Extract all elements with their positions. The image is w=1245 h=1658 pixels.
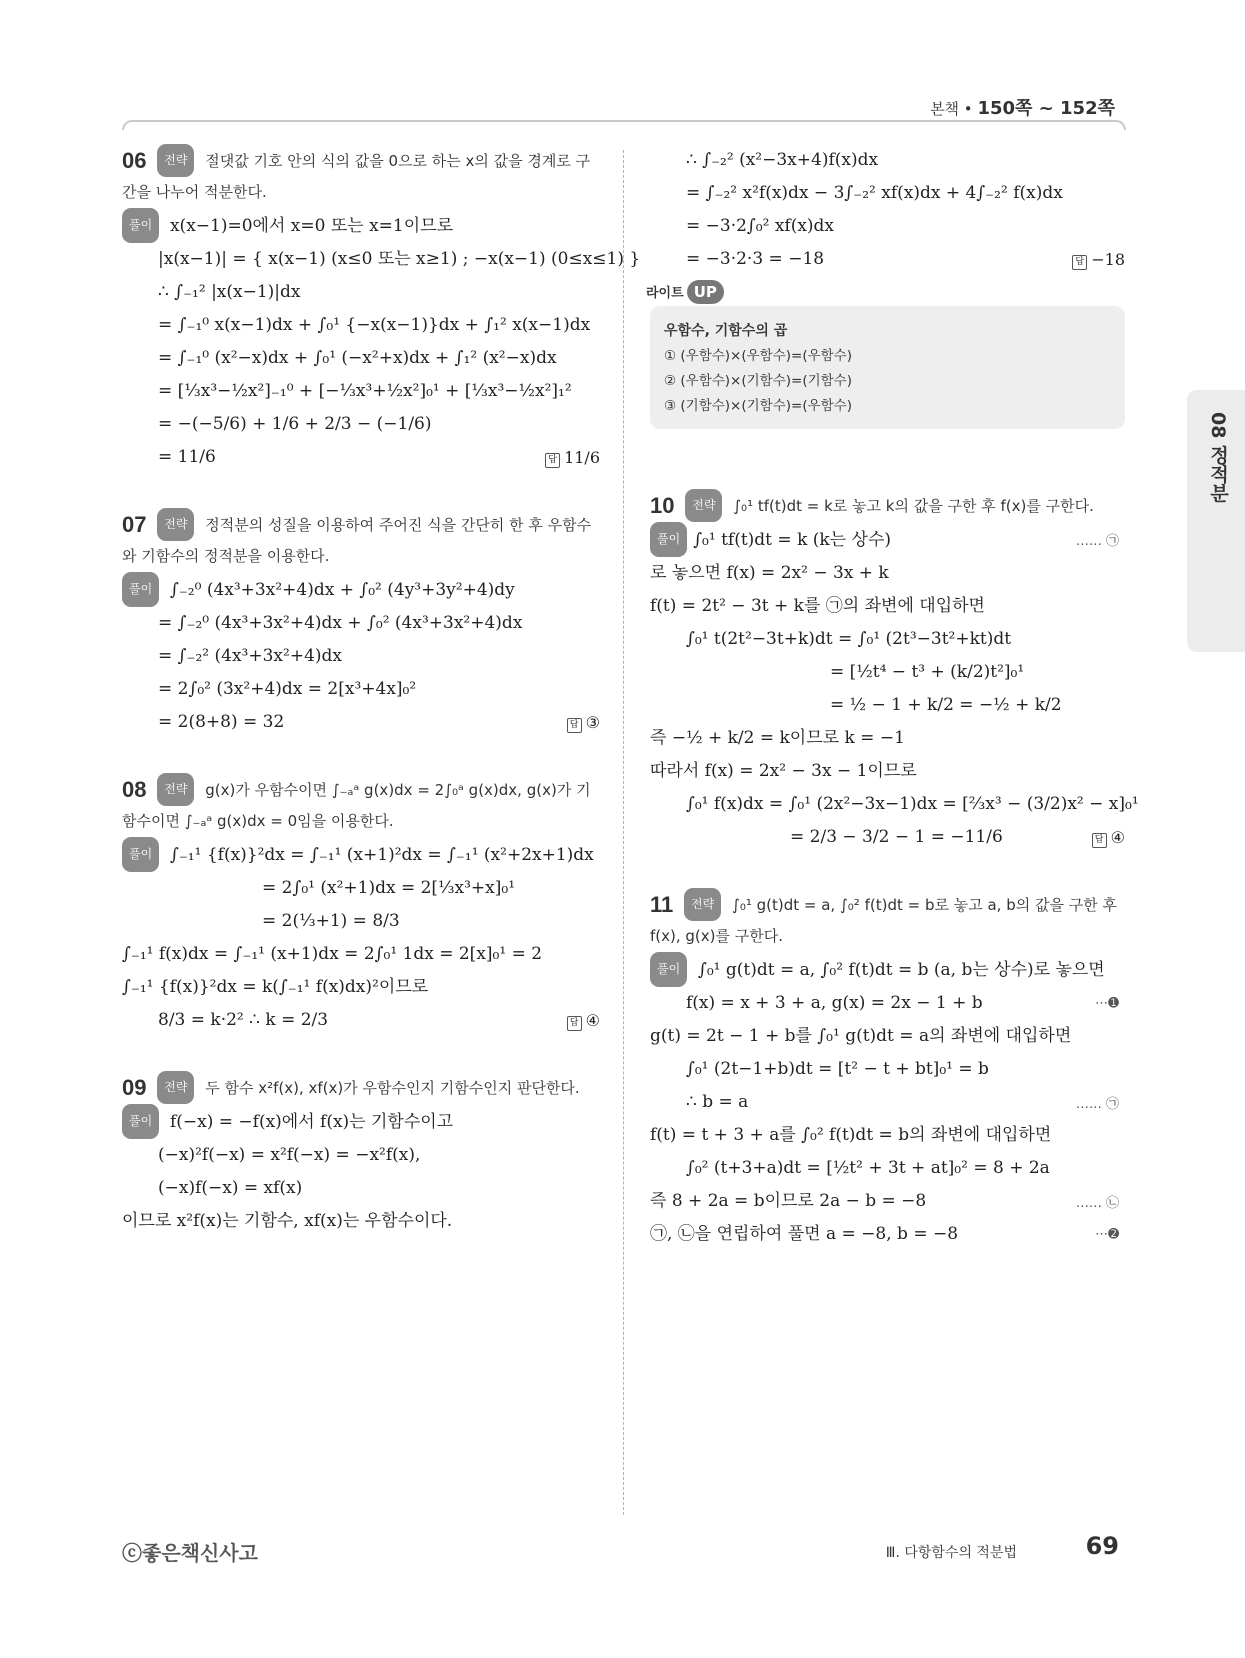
answer-row — [650, 243, 1125, 276]
answer-icon: 답 — [1092, 833, 1107, 848]
answer — [545, 448, 600, 468]
math-line: x(x−1)=0에서 x=0 또는 x=1이므로 — [169, 216, 453, 236]
problem-06-strategy: 절댓값 기호 안의 식의 값을 0으로 하는 x의 값을 경계로 구간을 나누어 적분한다. — [122, 152, 591, 201]
equation-mark: …… ㉠ — [1075, 1097, 1119, 1112]
strategy-badge: 전략 — [157, 773, 194, 806]
answer — [1072, 250, 1125, 270]
math-line: = 2/3 − 3/2 − 1 = −11/6 — [790, 827, 1003, 847]
math-line: ∴ ∫₋₂² (x²−3x+4)f(x)dx — [686, 150, 879, 170]
solution-line — [122, 837, 600, 872]
math-line: f(t) = 2t² − 3t + k를 ㉠의 좌변에 대입하면 — [650, 596, 985, 616]
tip-badge-up: UP — [687, 280, 724, 304]
math-line: = −3·2·3 = −18 — [686, 249, 825, 269]
tip-item: ③ (기함수)×(기함수)=(우함수) — [664, 398, 852, 414]
problem-06 — [122, 144, 641, 474]
answer-icon: 답 — [1072, 255, 1087, 270]
step-mark: ⋯➊ — [1095, 996, 1119, 1011]
solution-badge: 풀이 — [650, 952, 687, 987]
answer — [1092, 828, 1125, 848]
tip-item: ① (우함수)×(우함수)=(우함수) — [664, 348, 852, 364]
math-line: (−x)f(−x) = xf(x) — [158, 1178, 303, 1198]
math-line: = 2∫₀² (3x²+4)dx = 2[x³+4x]₀² — [158, 679, 417, 699]
solution-badge: 풀이 — [122, 1104, 159, 1139]
solution-line — [122, 208, 600, 243]
math-line: = ∫₋₁⁰ x(x−1)dx + ∫₀¹ {−x(x−1)}dx + ∫₁² x(x−1)dx — [158, 315, 591, 335]
problem-11-strategy: ∫₀¹ g(t)dt = a, ∫₀² f(t)dt = b로 놓고 a, b의 값을 구한 후 f(x), g(x)를 구한다. — [650, 896, 1117, 945]
strategy-badge: 전략 — [684, 888, 721, 921]
solution-line — [650, 522, 1125, 557]
math-line: ∴ b = a — [686, 1092, 749, 1112]
math-line: ∫₀¹ g(t)dt = a, ∫₀² f(t)dt = b (a, b는 상수)로 놓으면 — [697, 960, 1105, 980]
problem-11-header — [650, 888, 1125, 952]
answer-value: −18 — [1091, 249, 1125, 269]
answer-row — [122, 706, 600, 739]
problem-number: 10 — [650, 493, 675, 518]
math-row — [650, 1185, 1125, 1218]
math-line: = 2(⅓+1) = 8/3 — [262, 911, 400, 931]
math-line: 즉 −½ + k/2 = k이므로 k = −1 — [650, 728, 905, 748]
math-line: 따라서 f(x) = 2x² − 3x − 1이므로 — [650, 761, 917, 781]
problem-10-header — [650, 489, 1125, 522]
solution-badge: 풀이 — [650, 522, 687, 557]
problem-number: 08 — [122, 777, 147, 802]
tip-badge — [646, 280, 724, 304]
answer-value: ④ — [1110, 827, 1125, 847]
problem-07-header — [122, 508, 600, 572]
problem-06-header — [122, 144, 600, 208]
problem-09-continued — [650, 144, 1125, 276]
math-line: ∫₋₁¹ f(x)dx = ∫₋₁¹ (x+1)dx = 2∫₀¹ 1dx = 2[x]₀¹ = 2 — [122, 944, 543, 964]
footer-chapter: Ⅲ. 다항함수의 적분법 — [885, 1545, 1017, 1561]
math-line: = −(−5/6) + 1/6 + 2/3 − (−1/6) — [158, 414, 432, 434]
problem-10 — [650, 489, 1139, 854]
math-line: = −3·2∫₀² xf(x)dx — [686, 216, 835, 236]
math-line: 로 놓으면 f(x) = 2x² − 3x + k — [650, 563, 889, 583]
tip-badge-label: 라이트 — [646, 286, 684, 301]
math-line: = 2∫₀¹ (x²+1)dx = 2[⅓x³+x]₀¹ — [262, 878, 516, 898]
problem-09 — [122, 1071, 600, 1238]
problem-07 — [122, 508, 600, 739]
math-line: f(t) = t + 3 + a를 ∫₀² f(t)dt = b의 좌변에 대입하면 — [650, 1125, 1052, 1145]
answer-value: 11/6 — [564, 447, 600, 467]
math-line: ∴ ∫₋₁² |x(x−1)|dx — [158, 282, 301, 302]
strategy-badge: 전략 — [685, 489, 722, 522]
math-line: g(t) = 2t − 1 + b를 ∫₀¹ g(t)dt = a의 좌변에 대입하면 — [650, 1026, 1072, 1046]
answer-row — [122, 1004, 600, 1037]
publisher-logo: ⓒ좋은책신사고 — [122, 1541, 258, 1565]
math-line: 즉 8 + 2a = b이므로 2a − b = −8 — [650, 1191, 927, 1211]
math-line: = 11/6 — [158, 447, 216, 467]
problem-10-strategy: ∫₀¹ tf(t)dt = k로 놓고 k의 값을 구한 후 f(x)를 구한다. — [733, 497, 1094, 515]
math-line: 8/3 = k·2² ∴ k = 2/3 — [158, 1010, 329, 1030]
problem-07-strategy: 정적분의 성질을 이용하여 주어진 식을 간단히 한 후 우함수와 기함수의 정적분을 이용한다. — [122, 516, 592, 565]
solution-badge: 풀이 — [122, 208, 159, 243]
math-line: ∫₀¹ (2t−1+b)dt = [t² − t + bt]₀¹ = b — [686, 1059, 989, 1079]
left-column — [122, 144, 641, 1272]
equation-mark: …… ㉡ — [1075, 1196, 1119, 1211]
math-line: ∫₀² (t+3+a)dt = [½t² + 3t + at]₀² = 8 + 2a — [686, 1158, 1050, 1178]
answer-icon: 답 — [545, 453, 560, 468]
step-mark: ⋯➋ — [1095, 1227, 1119, 1242]
math-row — [650, 1086, 1125, 1119]
math-row — [650, 987, 1125, 1020]
answer-row — [650, 821, 1125, 854]
header-ref-prefix: 본책 • — [930, 100, 973, 118]
math-line: f(−x) = −f(x)에서 f(x)는 기함수이고 — [169, 1112, 454, 1132]
math-line: ∫₀¹ tf(t)dt = k (k는 상수) — [693, 530, 892, 550]
strategy-badge: 전략 — [157, 1071, 194, 1104]
header-page-reference — [930, 94, 1115, 120]
problem-number: 09 — [122, 1075, 147, 1100]
chapter-side-tab-label: 08 정적분 — [1207, 412, 1229, 503]
math-line: = [½t⁴ − t³ + (k/2)t²]₀¹ — [830, 662, 1025, 682]
answer-row — [122, 441, 600, 474]
answer-icon: 답 — [567, 718, 582, 733]
problem-number: 07 — [122, 512, 147, 537]
solution-line — [122, 1104, 600, 1139]
problem-number: 06 — [122, 148, 147, 173]
math-line: ∫₀¹ t(2t²−3t+k)dt = ∫₀¹ (2t³−3t²+kt)dt — [686, 629, 1012, 649]
math-line: ㉠, ㉡을 연립하여 풀면 a = −8, b = −8 — [650, 1224, 959, 1244]
math-line: = ∫₋₂² (4x³+3x²+4)dx — [158, 646, 342, 666]
problem-11 — [650, 888, 1125, 1251]
solution-line — [122, 572, 600, 607]
math-line: = [⅓x³−½x²]₋₁⁰ + [−⅓x³+½x²]₀¹ + [⅓x³−½x²]₁² — [158, 381, 572, 401]
tip-box — [646, 283, 1125, 429]
tip-title: 우함수, 기함수의 곱 — [664, 323, 788, 339]
answer — [567, 1011, 600, 1031]
math-line: f(x) = x + 3 + a, g(x) = 2x − 1 + b — [686, 993, 983, 1013]
tip-item: ② (우함수)×(기함수)=(기함수) — [664, 373, 852, 389]
problem-08 — [122, 773, 600, 1037]
math-line: ∫₀¹ f(x)dx = ∫₀¹ (2x²−3x−1)dx = [⅔x³ − (3/2)x² − x]₀¹ — [686, 794, 1139, 814]
math-line: ∫₋₁¹ {f(x)}²dx = ∫₋₁¹ (x+1)²dx = ∫₋₁¹ (x²+2x+1)dx — [169, 845, 594, 865]
problem-09-strategy: 두 함수 x²f(x), xf(x)가 우함수인지 기함수인지 판단한다. — [205, 1079, 580, 1097]
math-line: = ∫₋₂⁰ (4x³+3x²+4)dx + ∫₀² (4x³+3x²+4)dx — [158, 613, 523, 633]
problem-number: 11 — [650, 892, 674, 917]
math-line: (−x)²f(−x) = x²f(−x) = −x²f(x), — [158, 1145, 421, 1165]
tip-content — [650, 306, 1125, 429]
math-line: = ½ − 1 + k/2 = −½ + k/2 — [830, 695, 1062, 715]
strategy-badge: 전략 — [157, 508, 194, 541]
answer-value: ③ — [585, 712, 600, 732]
problem-08-header — [122, 773, 600, 837]
math-line: = ∫₋₂² x²f(x)dx − 3∫₋₂² xf(x)dx + 4∫₋₂² f(x)dx — [686, 183, 1063, 203]
math-line: 이므로 x²f(x)는 기함수, xf(x)는 우함수이다. — [122, 1211, 453, 1231]
answer-value: ④ — [585, 1010, 600, 1030]
strategy-badge: 전략 — [157, 144, 194, 177]
math-line: ∫₋₁¹ {f(x)}²dx = k(∫₋₁¹ f(x)dx)²이므로 — [122, 977, 429, 997]
page-number: 69 — [1085, 1532, 1119, 1560]
chapter-side-tab[interactable] — [1187, 390, 1245, 652]
problem-08-strategy: g(x)가 우함수이면 ∫₋ₐᵃ g(x)dx = 2∫₀ᵃ g(x)dx, g(x)가 기함수이면 ∫₋ₐᵃ g(x)dx = 0임을 이용한다. — [122, 781, 591, 830]
solution-line — [650, 952, 1125, 987]
right-column — [646, 144, 1139, 1285]
solution-badge: 풀이 — [122, 572, 159, 607]
answer — [567, 713, 600, 733]
math-row — [650, 1218, 1125, 1251]
column-divider — [623, 150, 624, 1515]
problem-09-header — [122, 1071, 600, 1104]
header-ref-pages: 150쪽 ~ 152쪽 — [977, 98, 1115, 119]
math-line: ∫₋₂⁰ (4x³+3x²+4)dx + ∫₀² (4y³+3y²+4)dy — [169, 580, 515, 600]
math-line: |x(x−1)| = { x(x−1) (x≤0 또는 x≥1) ; −x(x−1) (0≤x≤1) } — [158, 249, 641, 269]
header-rule — [122, 120, 1126, 130]
answer-icon: 답 — [567, 1016, 582, 1031]
math-line: = ∫₋₁⁰ (x²−x)dx + ∫₀¹ (−x²+x)dx + ∫₁² (x²−x)dx — [158, 348, 557, 368]
solution-badge: 풀이 — [122, 837, 159, 872]
math-line: = 2(8+8) = 32 — [158, 712, 285, 732]
equation-mark: …… ㉠ — [1075, 534, 1119, 549]
